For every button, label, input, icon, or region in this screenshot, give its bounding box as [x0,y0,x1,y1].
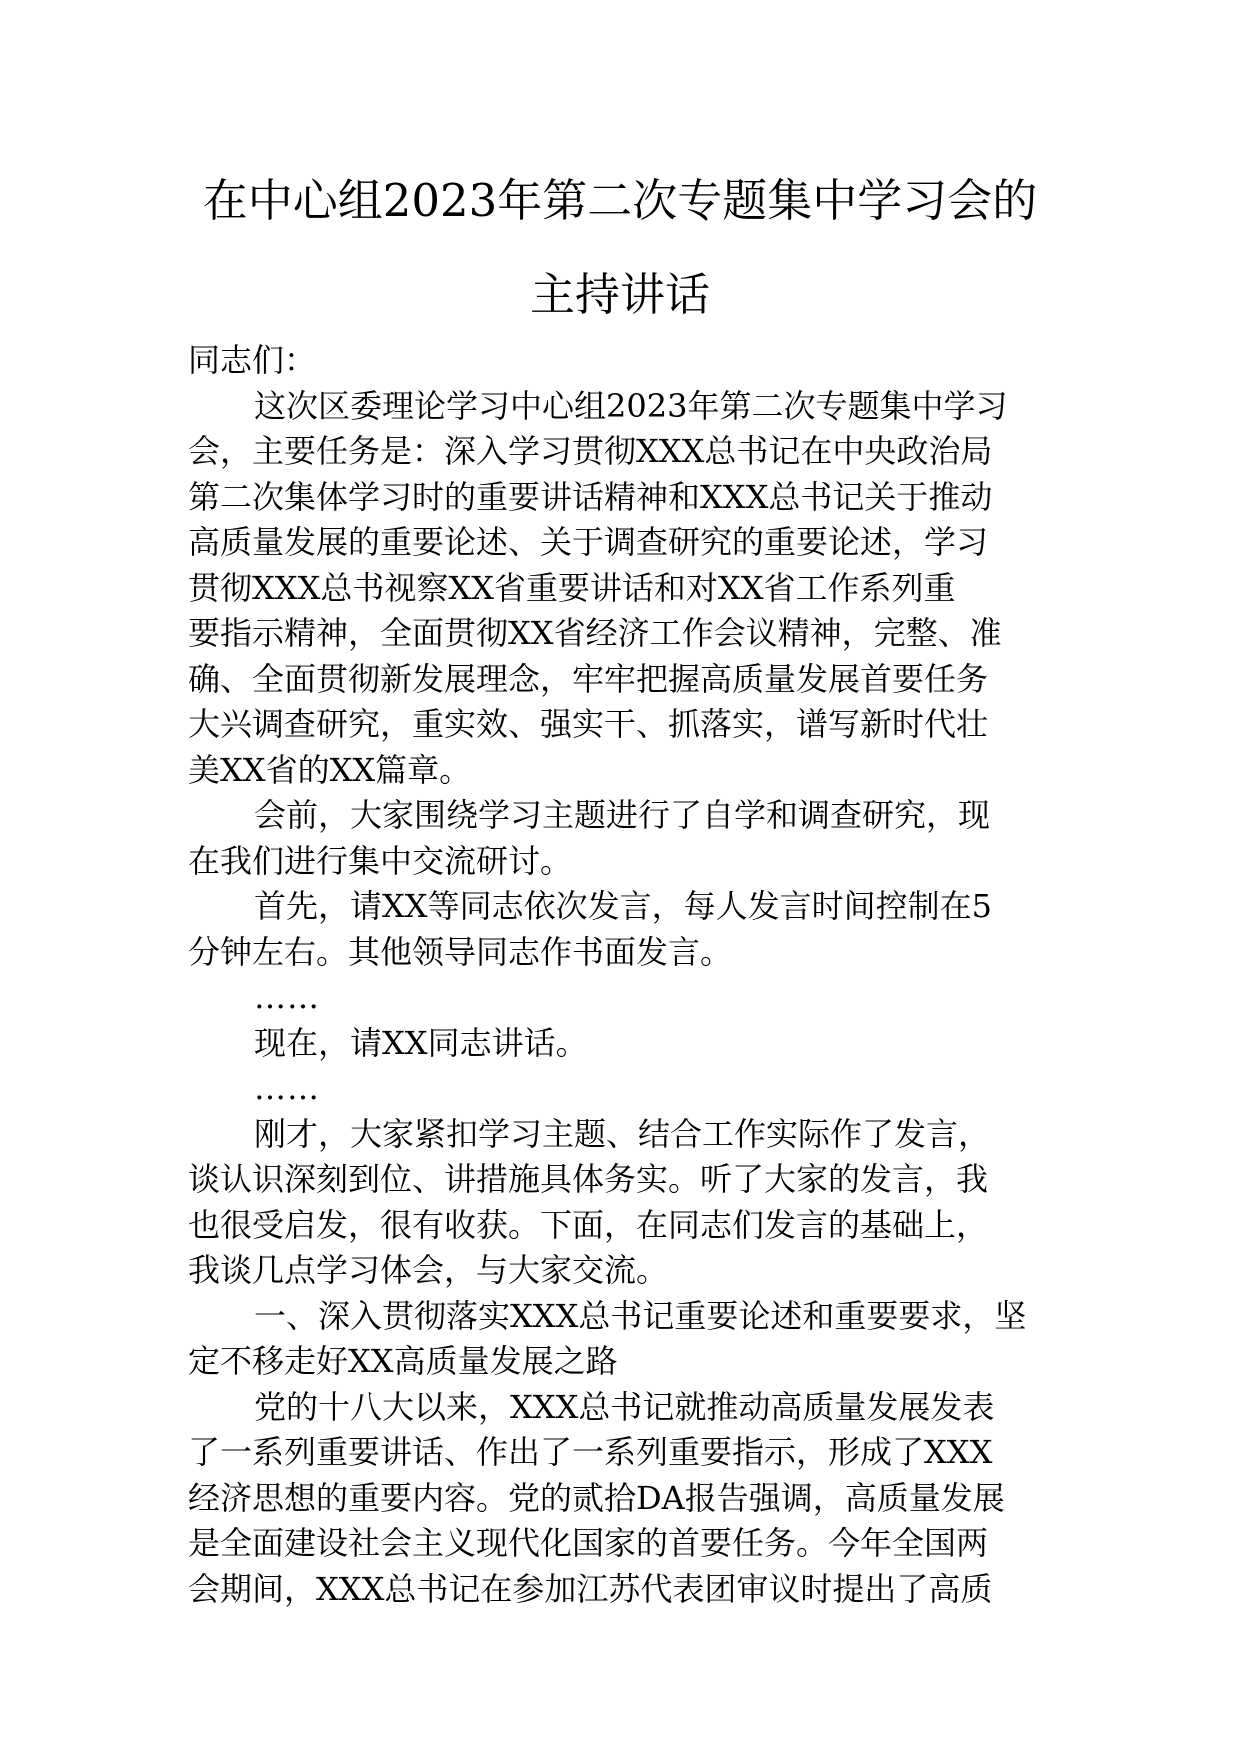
body-line: 我谈几点学习体会，与大家交流。 [188,1251,669,1289]
body-line: 党的十八大以来，XXX总书记就推动高质量发展发表 [254,1387,995,1426]
body-line: 第二次集体学习时的重要讲话精神和XXX总书记关于推动 [188,477,993,516]
body-line: 分钟左右。其他领导同志作书面发言。 [188,932,733,971]
body-line: 同志们： [188,341,317,379]
body-line: 在我们进行集中交流研讨。 [188,841,573,880]
body-line: 谈认识深刻到位、讲措施具体务实。听了大家的发言，我 [188,1160,989,1198]
body-line: 确、全面贯彻新发展理念，牢牢把握高质量发展首要任务 [188,659,989,698]
body-line: 要指示精神，全面贯彻XX省经济工作会议精神，完整、准 [188,614,1002,652]
document-body [188,338,1052,1612]
document-title-line-2: 主持讲话 [529,268,710,321]
body-line: 这次区委理论学习中心组2023年第二次专题集中学习 [254,386,1008,425]
body-line: 会期间，XXX总书记在参加江苏代表团审议时提出了高质 [188,1569,993,1608]
body-line: 现在，请XX同志讲话。 [254,1023,588,1062]
body-line: …… [254,978,320,1016]
body-line: 高质量发展的重要论述、关于调查研究的重要论述，学习 [188,523,989,561]
body-line: 了一系列重要讲话、作出了一系列重要指示，形成了XXX [188,1433,993,1471]
body-line: 首先，请XX等同志依次发言，每人发言时间控制在5 [254,887,992,925]
body-line: 贯彻XXX总书视察XX省重要讲话和对XX省工作系列重 [188,568,956,607]
body-line: 是全面建设社会主义现代化国家的首要任务。今年全国两 [188,1524,989,1562]
body-line: 刚才，大家紧扣学习主题、结合工作实际作了发言， [254,1114,991,1153]
body-line: 经济思想的重要内容。党的贰拾DA报告强调，高质量发展 [188,1478,1005,1517]
body-line: 美XX省的XX篇章。 [188,750,472,789]
body-line: 一、深入贯彻落实XXX总书记重要论述和重要要求，坚 [254,1296,1027,1335]
body-line: 定不移走好XX高质量发展之路 [188,1342,618,1380]
body-line: 会，主要任务是：深入学习贯彻XXX总书记在中央政治局 [188,432,993,470]
body-line: 会前，大家围绕学习主题进行了自学和调查研究，现 [254,796,991,834]
body-line: 也很受启发，很有收获。下面，在同志们发言的基础上， [188,1205,989,1244]
body-line: 大兴调查研究，重实效、强实干、抓落实，谱写新时代壮 [188,705,989,743]
document-title-line-1: 在中心组2023年第二次专题集中学习会的 [202,174,1038,227]
body-line: …… [254,1069,320,1107]
